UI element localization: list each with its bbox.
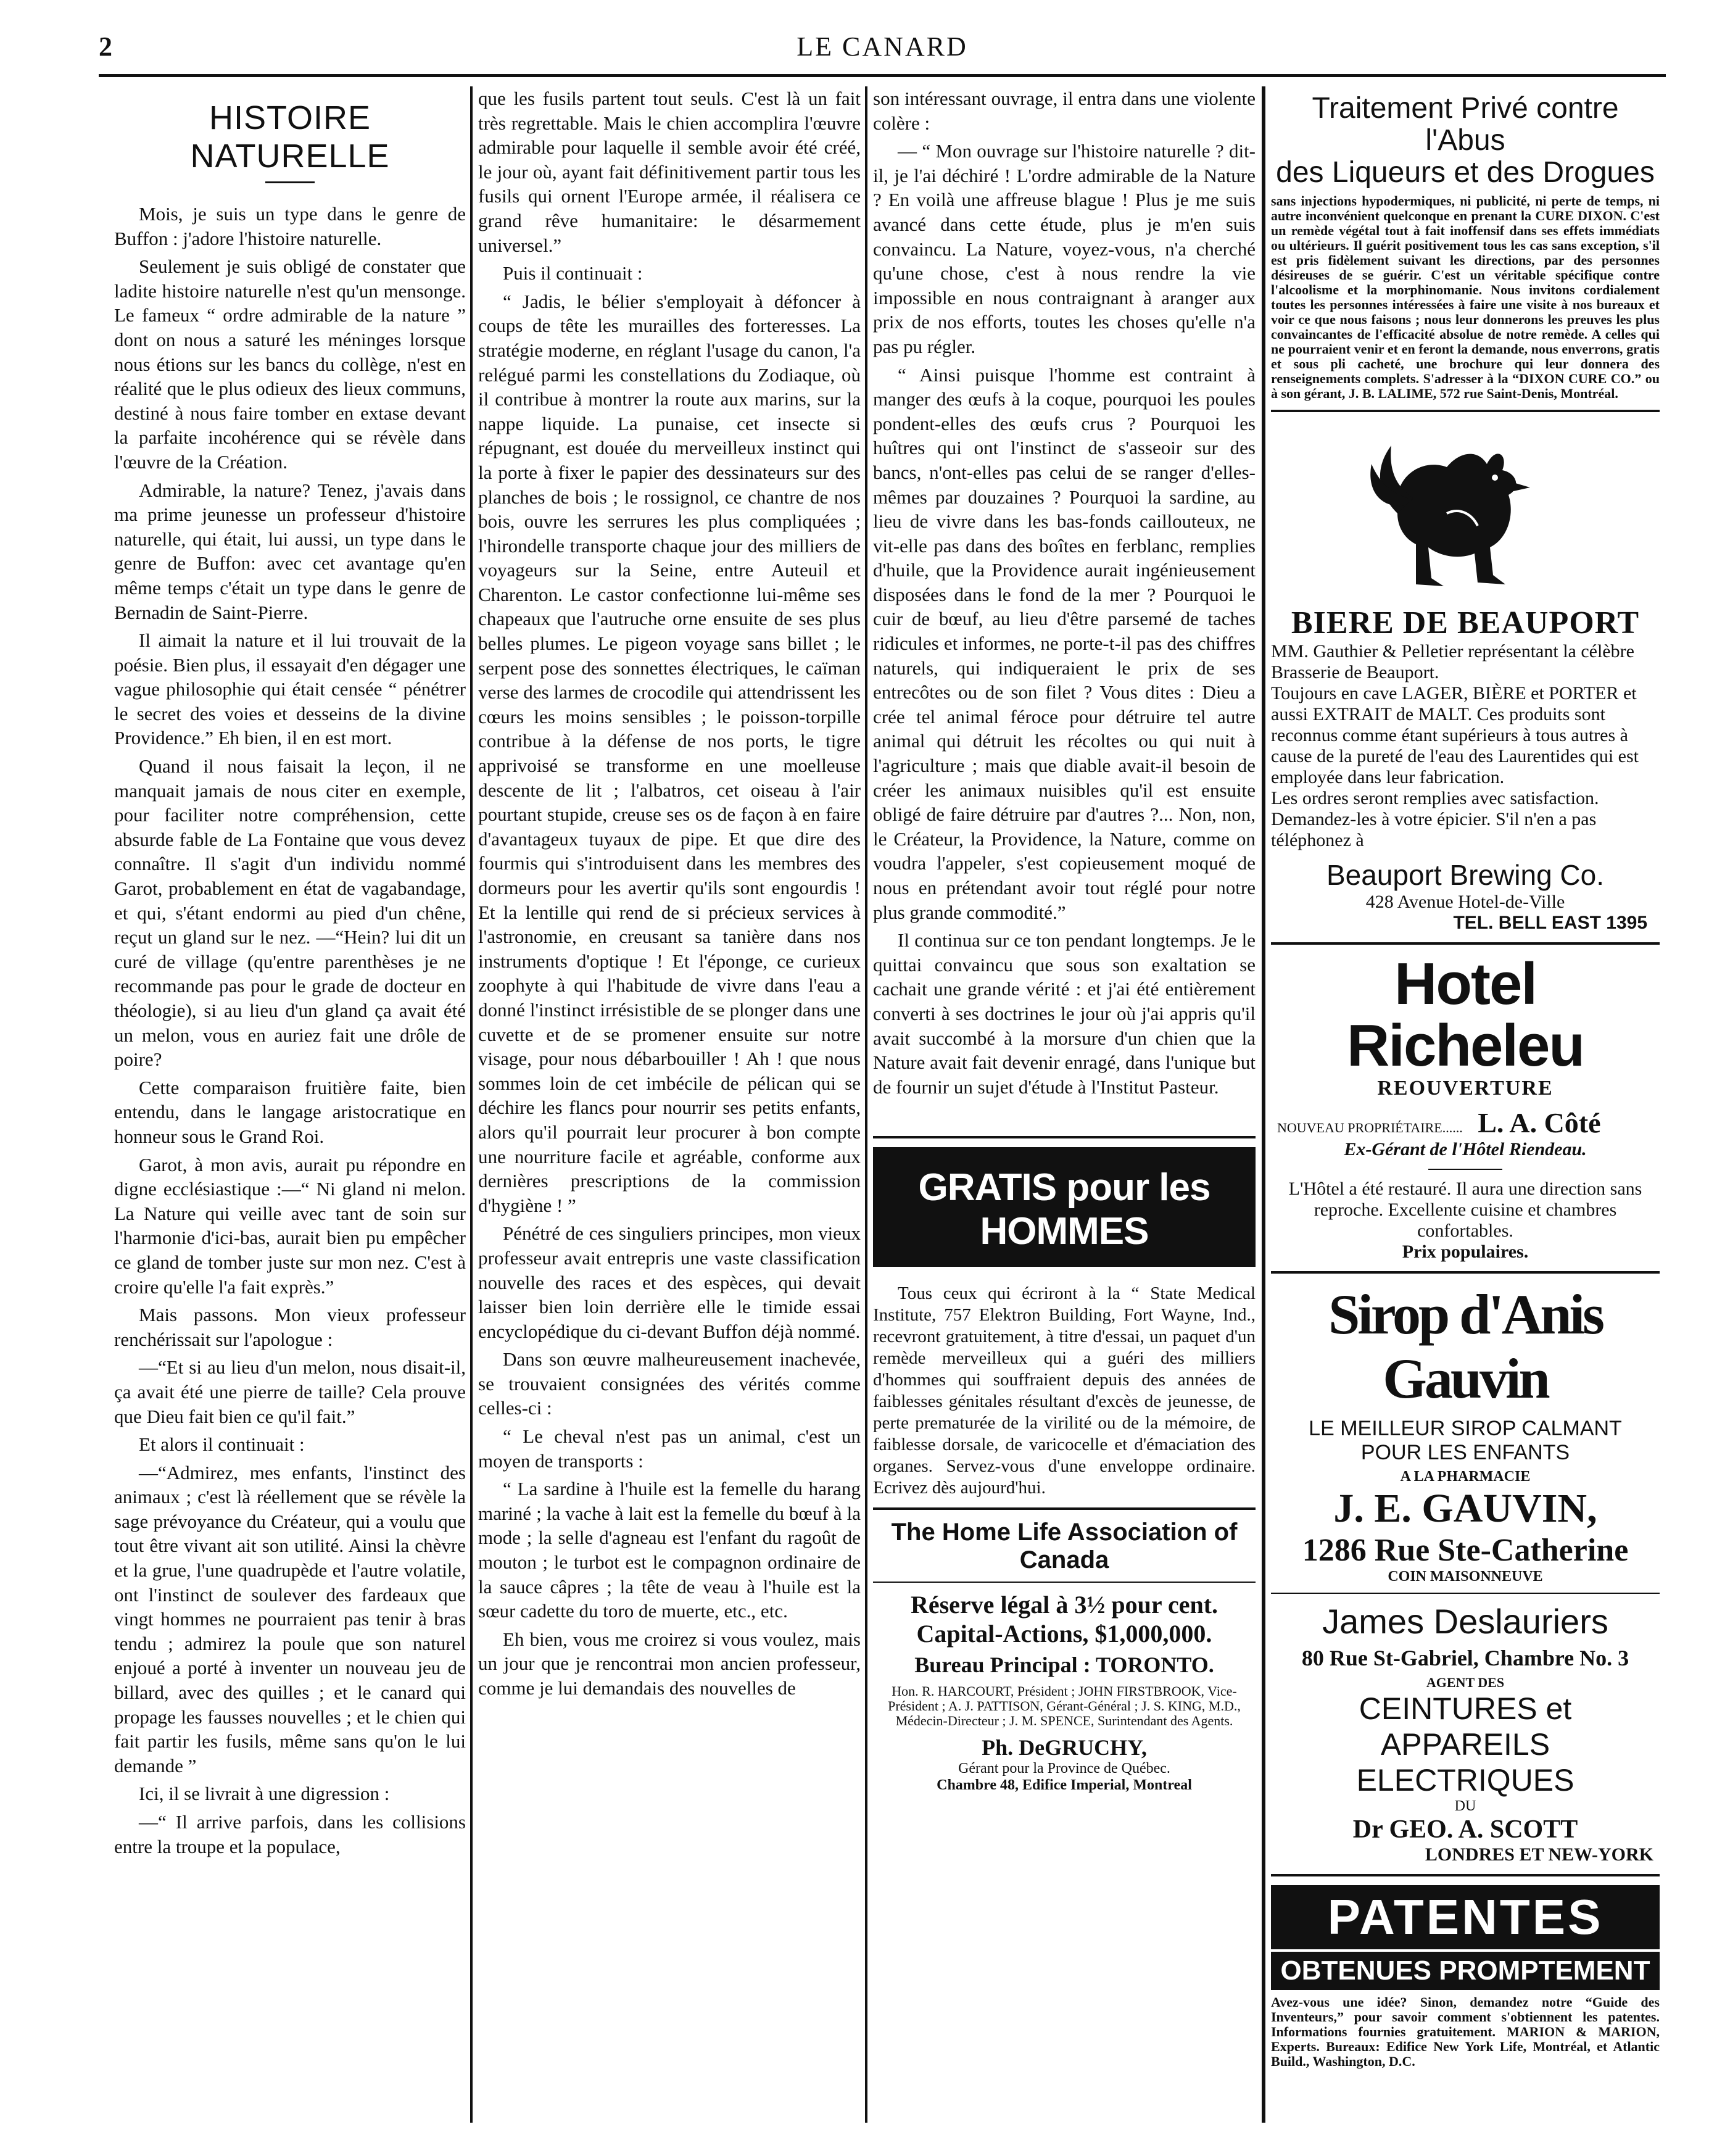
paragraph: que les fusils partent tout seuls. C'est là un fait très regrettable. Mais le chien accomplira l'œuvre admirable pour laquelle il semble avoir été créé, le jour où, ayant fait définitivement partir tous les fusils qui ornent l'Europe armée, il réalisera ce grand rêve humanitaire: le désarmement universel.” [478, 88, 861, 256]
section-rule [1271, 1271, 1660, 1274]
sirop-line-2: POUR LES ENFANTS [1360, 1441, 1570, 1464]
paragraph: Eh bien, vous me croirez si vous voulez, mais un jour que je rencontrai mon ancien professeur, comme je lui demandais des nouvelles de [478, 1628, 861, 1699]
header-rule [99, 74, 1666, 77]
homelife-reserve: Réserve légal à 3½ pour cent. [910, 1591, 1219, 1619]
sirop-line-3: A LA PHARMACIE [1400, 1469, 1531, 1485]
patentes-sub: OBTENUES PROMPTEMENT [1271, 1952, 1660, 1990]
beauport-line-2: Toujours en cave LAGER, BIÈRE et PORTER et aussi EXTRAIT de MALT. Ces produits sont reconnus comme étant supérieurs à tous autres à cause de la pureté de l'eau des Laurentides qui est employée dans leur fabrication. [1271, 683, 1639, 787]
article-ending [873, 86, 1256, 1099]
article-title: HISTOIRE NATURELLE [190, 99, 390, 175]
beauport-company: Beauport Brewing Co. [1326, 859, 1605, 891]
deslauriers-line-1: CEINTURES et [1359, 1691, 1572, 1726]
paragraph: “ Jadis, le bélier s'employait à défoncer à coups de tête les murailles des forteresses. La stratégie moderne, en réglant l'usage du canon, l'a relégué parmi les constellations du Zodiaque, où il contribue à montrer la route aux marins, sur la nappe liquide. La punaise, cet insecte si répugnant, est douée du merveilleux instinct qui la porte à fixer le papier des dessinateurs sur des planches de bois ; le rossignol, ce chantre de nos bois, ouvre les serrures les plus compliquées ; l'hirondelle transporte chaque jour des milliers de voyageurs sur la Seine, entre Auteuil et Charenton. Le castor confectionne lui-même ses chapeaux que l'autruche orne ensuite de ses plus belles plumes. Le pigeon voyage sans billet ; le serpent pose des sonnettes électriques, le caïman verse des larmes de crocodile qui attendrissent les cœurs les moins sensibles ; le poisson-torpille contribue à la défense de nos ports, le tigre apprivoisé se transforme en une moelleuse descente de lit ; l'albatros, cet oiseau à l'air pourtant stupide, creuse ses os de façon à en faire d'avantageux tuyaux de pipe. Et que dire des fourmis qui s'introduisent dans les membres des dormeurs pour les avertir qu'ils sont engourdis ! Et la lentille qui rend de si précieux services à l'astronomie, en creusant sa tanière dans nos instruments d'optique ! Et l'éponge, ce curieux zoophyte à qui l'habitude de vivre dans l'eau a donné l'instinct irrésistible de se plonger dans une cuvette et de se promener ensuite sur notre visage, pour nous débarbouiller ! Ah ! que nous sommes loin de cet imbécile de pélican qui se déchire les flancs pour nourrir ses petits enfants, alors qu'il pourrait leur procurer à bon compte une nourriture facile et agréable, conforme aux dernières prescriptions de la commission d'hygiène ! ” [478, 290, 861, 1216]
paragraph: Il continua sur ce ton pendant longtemps. Je le quittai convaincu que sous son exaltation se cachait une grande vérité : et j'ai été entièrement converti à ses doctrines le jour où j'ai appris qu'il avait succombé à la morsure d'un chien que la Nature avait fait devenir enragé, dans l'unique but de fournir un sujet d'étude à l'Institut Pasteur. [873, 929, 1256, 1098]
hotel-ex: Ex-Gérant de l'Hôtel Riendeau. [1344, 1139, 1587, 1159]
title-dash [265, 181, 315, 183]
column-rule [470, 86, 473, 2123]
dixon-title-1: Traitement Privé contre l'Abus [1312, 92, 1619, 157]
homelife-address: Chambre 48, Edifice Imperial, Montreal [937, 1777, 1192, 1794]
paragraph: Seulement je suis obligé de constater que ladite histoire naturelle n'est qu'un mensonge. Le fameux “ ordre admirable de la nature ” dont on nous a saturé les méninges lorsque nous étions sur les bancs du collège, n'est en réalité que le plus odieux des lieux communs, destiné à nous faire tomber en extase devant la parfaite incohérence qui se révèle dans l'œuvre de la Création. [114, 255, 466, 473]
page-number: 2 [99, 31, 112, 62]
deslauriers-doctor: Dr GEO. A. SCOTT [1352, 1815, 1578, 1844]
paragraph: son intéressant ouvrage, il entra dans une violente colère : [873, 88, 1256, 134]
homelife-ad [873, 1519, 1256, 1794]
ad-rule [1271, 1593, 1660, 1594]
homelife-bureau: Bureau Principal : TORONTO. [914, 1652, 1214, 1678]
section-rule [1271, 410, 1660, 412]
section-rule [873, 1507, 1256, 1510]
rooster-illustration [1354, 421, 1576, 600]
newspaper-title: LE CANARD [797, 31, 968, 62]
homelife-title: The Home Life Association of Canada [891, 1519, 1238, 1574]
sirop-name: J. E. GAUVIN, [1333, 1486, 1597, 1531]
deslauriers-du: DU [1454, 1798, 1476, 1814]
beauport-line-1: MM. Gauthier & Pelletier représentant la célèbre Brasserie de Beauport. [1271, 641, 1634, 682]
article-column-1 [114, 86, 466, 2123]
hotel-sub: REOUVERTURE [1377, 1077, 1554, 1100]
homelife-manager: Ph. DeGRUCHY, [982, 1735, 1147, 1760]
section-rule [873, 1136, 1256, 1138]
beauport-tel: TEL. BELL EAST 1395 [1453, 913, 1647, 933]
paragraph: “ Le cheval n'est pas un animal, c'est un moyen de transports : [478, 1425, 861, 1472]
hotel-body: L'Hôtel a été restauré. Il aura une direction sans reproche. Excellente cuisine et chambres confortables. [1288, 1179, 1642, 1241]
sirop-address: 1286 Rue Ste-Catherine [1302, 1533, 1629, 1568]
article-column-3 [873, 86, 1256, 2123]
paragraph: Dans son œuvre malheureusement inachevée, se trouvaient consignées des vérités comme celles-ci : [478, 1348, 861, 1419]
article-column-2 [478, 86, 861, 2123]
paragraph: Puis il continuait : [503, 262, 643, 284]
paragraph: —“Admirez, mes enfants, l'instinct des animaux ; c'est là réellement que se révèle la sage prévoyance du Créateur, qui a voulu que tout être vivant ait son utilité. Ainsi la chèvre et la grue, l'une quadrupède et l'autre volatile, ont l'instinct de soulever des fardeaux que vingt hommes ne pourraient pas tenir à bras tendu ; admirez la poule que son naturel enjoué a porté à inventer un nouveau jeu de billard, avec des quilles ; et le canard qui propage les fausses nouvelles ; et le chien qui fait partir les fusils, même sans qu'on le lui demande ” [114, 1461, 466, 1777]
paragraph: Ici, il se livrait à une digression : [139, 1783, 390, 1805]
column-rule [1262, 86, 1265, 2123]
sirop-line-1: LE MEILLEUR SIROP CALMANT [1309, 1417, 1622, 1440]
dixon-title-2: des Liqueurs et des Drogues [1276, 156, 1655, 189]
beauport-line-3: Les ordres seront remplies avec satisfaction. [1271, 788, 1599, 808]
deslauriers-line-2: APPAREILS ELECTRIQUES [1356, 1727, 1575, 1797]
hotel-title: Hotel Richeleu [1346, 951, 1584, 1079]
paragraph: Pénétré de ces singuliers principes, mon vieux professeur avait entrepris une vaste classification nouvelle des races et des espèces, qui devait laisser bien loin derrière elle le timide essai encyclopédique du ci-devant Buffon déjà nommé. [478, 1222, 861, 1342]
ad-rule [1428, 1169, 1502, 1170]
paragraph: Cette comparaison fruitière faite, bien entendu, dans le langage aristocratique en honneur sous le Grand Roi. [114, 1076, 466, 1147]
paragraph: Quand il nous faisait la leçon, il ne manquait jamais de nous citer en exemple, pour faciliter notre compréhension, cette absurde fable de La Fontaine que vous devez connaître. Il s'agit d'un individu nommé Garot, probablement en état de vagabandage, et qui, s'étant endormi au pied d'un chêne, reçut un gland sur le nez. —“Hein? lui dit un curé de village (qu'entre parenthèses je ne recommande pas pour le grade de docteur en théologie), si au lieu d'un gland ça avait été un melon, vous en auriez fait une drôle de poire? [114, 755, 466, 1071]
hotel-prix: Prix populaires. [1402, 1242, 1529, 1262]
paragraph: Garot, à mon avis, aurait pu répondre en digne ecclésiastique :—“ Ni gland ni melon. La Nature qui veille avec tant de soin sur l'harmonie d'ici-bas, aurait bien pu empêcher ce gland de tomber juste sur mon nez. C'est à croire qu'elle l'a fait exprès.” [114, 1153, 466, 1298]
beauport-title: BIERE DE BEAUPORT [1291, 605, 1640, 641]
paragraph: —“ Il arrive parfois, dans les collisions entre la troupe et la populace, [114, 1811, 466, 1857]
beauport-address: 428 Avenue Hotel-de-Ville [1365, 892, 1565, 912]
paragraph: Et alors il continuait : [139, 1433, 305, 1456]
hotel-prop-name: L. A. Côté [1478, 1107, 1601, 1138]
patentes-title: PATENTES [1271, 1885, 1660, 1949]
hotel-prop-label: NOUVEAU PROPRIÉTAIRE...... [1277, 1120, 1463, 1135]
sirop-title: Sirop d'Anis Gauvin [1328, 1283, 1602, 1410]
page-header [99, 31, 1666, 68]
paragraph: Il aimait la nature et il lui trouvait de la poésie. Bien plus, il essayait d'en dégager une vague philosophie qui était censée “ pénétrer le secret des voies et desseins de la divine Providence.” Eh bien, il en est mort. [114, 629, 466, 749]
paragraph: — “ Mon ouvrage sur l'histoire naturelle ? dit-il, je l'ai déchiré ! L'ordre admirable de la Nature ? En voilà une affreuse blague ! Plus je me suis avancé dans cette étude, plus je m'en suis convaincu. La Nature, voyez-vous, n'a cherché qu'une chose, c'est à nous rendre la vie impossible en nous contraignant à aranger aux prix de nos efforts, toutes les choses qu'elle n'a pas pu régler. [873, 140, 1256, 357]
section-rule [1271, 942, 1660, 945]
homelife-manager-title: Gérant pour la Province de Québec. [958, 1760, 1170, 1777]
paragraph: “ La sardine à l'huile est la femelle du harang mariné ; la vache à lait est la femelle du bœuf à la mode ; la selle d'agneau est l'enfant du ragoût de mouton ; le turbot est le compagnon ordinaire de la sauce câpres ; la tête de veau à l'huile est la sœur cadette du toro de muerte, etc., etc. [478, 1478, 861, 1622]
dixon-body: sans injections hypodermiques, ni publicité, ni perte de temps, ni autre inconvénient quelconque en prenant la CURE DIXON. C'est un remède végétal tout à fait inoffensif dans ses effets immédiats ou ultérieurs. Il guérit positivement tous les cas sans exception, s'il est pris fidèlement suivant les directions, par des personnes désireuses de se guérir. C'est un véritable spécifique contre l'alcoolisme et la morphinomanie. Nous invitons cordialement toutes les personnes intéressées à faire une visite à nos bureaux et voir ce que nous faisons ; nous leur donnerons les preuves les plus convaincantes de l'efficacité absolue de notre remède. A celles qui ne pourraient venir et en feront la demande, nous enverrons, gratis et sous pli cacheté, une brochure qui leur donnera des renseignements complets. S'adresser à la “DIXON CURE CO.” ou à son gérant, J. B. LALIME, 572 rue Saint-Denis, Montréal. [1271, 193, 1660, 401]
ad-rule [873, 1582, 1256, 1583]
column-rule [865, 86, 867, 2123]
gratis-ad [873, 1283, 1256, 1499]
paragraph: —“Et si au lieu d'un melon, nous disait-il, ça avait été une pierre de taille? Cela prouve que Dieu fait bien ce qu'il fait.” [114, 1356, 466, 1427]
beauport-line-4: Demandez-les à votre épicier. S'il n'en a pas téléphonez à [1271, 809, 1597, 850]
paragraph: Admirable, la nature? Tenez, j'avais dans ma prime jeunesse un professeur d'histoire naturelle, qui était, lui aussi, un type dans le genre de Buffon: avec cet avantage qu'en même temps c'était un type dans le genre de Bernadin de Saint-Pierre. [114, 479, 466, 623]
sirop-coin: COIN MAISONNEUVE [1388, 1569, 1543, 1585]
deslauriers-name: James Deslauriers [1322, 1602, 1608, 1641]
section-rule [1271, 1874, 1660, 1876]
hotel-proprietor [1271, 1106, 1660, 1139]
gratis-ad-body: Tous ceux qui écriront à la “ State Medical Institute, 757 Elektron Building, Fort Wayne, Ind., recevront gratuitement, à titre d'essai, un paquet d'un remède merveilleux qui a guéri des milliers d'hommes qui souffraient depuis des années de faiblesses génitales résultant d'excès de jeunesse, de perte prematurée de la virilité ou de la mémoire, de faiblesse dorsale, de varicocelle et d'émaciation des organes. Servez-vous d'une enveloppe ordinaire. Ecrivez dès aujourd'hui. [873, 1283, 1256, 1498]
deslauriers-agent: AGENT DES [1426, 1675, 1505, 1690]
paragraph: Mois, je suis un type dans le genre de Buffon : j'adore l'histoire naturelle. [114, 203, 466, 249]
ads-column [1271, 86, 1660, 2123]
paragraph: Mais passons. Mon vieux professeur renchérissait sur l'apologue : [114, 1304, 466, 1350]
homelife-officers: Hon. R. HARCOURT, Président ; JOHN FIRSTBROOK, Vice-Président ; A. J. PATTISON, Gérant-Général ; J. S. KING, M.D., Médecin-Directeur ; J. M. SPENCE, Surintendant des Agents. [888, 1683, 1241, 1729]
deslauriers-cities: LONDRES ET NEW-YORK [1425, 1844, 1653, 1865]
gratis-ad-banner: GRATIS pour les HOMMES [873, 1147, 1256, 1267]
paragraph: “ Ainsi puisque l'homme est contraint à manger des œufs à la coque, pourquoi les poules pondent-elles des œufs crus ? Pourquoi les huîtres qui ont l'instinct de s'asseoir sur des bancs, n'ont-elles pas celui de se ranger d'elles-mêmes par douzaines ? Pourquoi la sardine, au lieu de vivre dans les bas-fonds caillouteux, ne vit-elle pas dans des boîtes en ferblanc, remplies d'huile, que la Providence aurait ingénieusement disposées dans le fond de la mer ? Pourquoi le cuir de bœuf, au lieu d'être parsemé de taches ridicules et informes, ne porte-t-il pas des chiffres naturels, qui indiqueraient le prix de ses entrecôtes ou de son filet ? Vous dites : Dieu a crée tel animal féroce pour détruire tel autre animal qui détruit les récoltes ou qui nuit à l'agriculture ; mais que diable avait-il besoin de créer les animaux nuisibles qu'il est ensuite obligé de faire détruire par d'autres ?... Non, non, le Créateur, la Providence, la Nature, comme on voudra l'appeler, s'est copieusement moqué de nous en prétendant avoir tout réglé pour notre plus grande commodité.” [873, 363, 1256, 923]
patentes-body: Avez-vous une idée? Sinon, demandez notre “Guide des Inventeurs,” pour savoir comment s'obtiennent les patentes. Informations fournies gratuitement. MARION & MARION, Experts. Bureaux: Edifice New York Life, Montréal, et Atlantic Build., Washington, D.C. [1271, 1994, 1660, 2069]
homelife-capital: Capital-Actions, $1,000,000. [916, 1620, 1212, 1648]
deslauriers-address: 80 Rue St-Gabriel, Chambre No. 3 [1301, 1646, 1629, 1670]
